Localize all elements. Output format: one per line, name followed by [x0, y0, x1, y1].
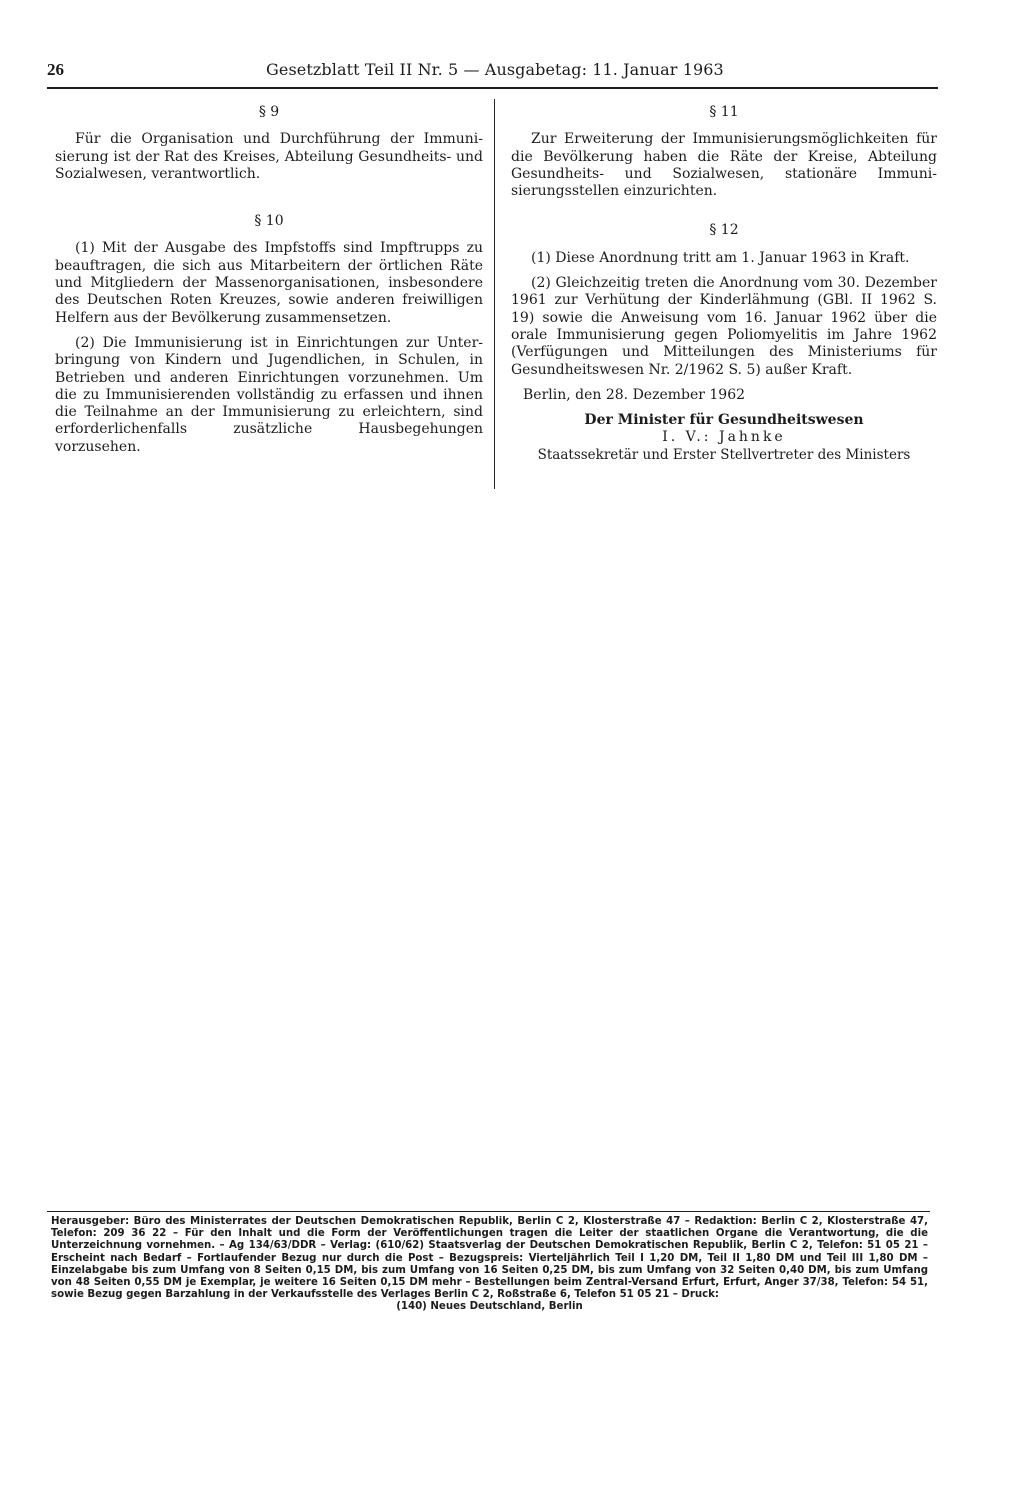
section-heading: § 12 [709, 222, 739, 239]
right-column [511, 104, 937, 464]
section-heading: § 9 [258, 104, 280, 120]
section-heading: § 11 [709, 104, 739, 120]
section-paragraph: Zur Erweiterung der Immunisierungsmöglichkeiten für die Bevölkerung haben die Räte der Kreise, Abteilung Gesundheits- und Sozialwesen, stationäre Immunisierungsstellen einzurichten. [511, 131, 937, 200]
signatory-role: Staatssekretär und Erster Stellvertreter des Ministers [537, 446, 911, 463]
section-heading: § 10 [254, 213, 284, 230]
section-paragraph: (2) Gleichzeitig treten die Anordnung vom 30. Dezember 1961 zur Verhütung der Kinderlähmung (GBl. II 1962 S. 19) sowie die Anweisung vom 16. Januar 1962 über die orale Immunisierung gegen Poliomyelitis im Jahre 1962 (Verfügungen und Mitteilungen des Ministeriums für Gesundheitswesen Nr. 2/1962 S. 5) außer Kraft. [511, 275, 937, 378]
running-head: Gesetzblatt Teil II Nr. 5 — Ausgabetag: 11. Januar 1963 [266, 60, 724, 79]
place-date: Berlin, den 28. Dezember 1962 [523, 386, 746, 403]
section-12 [511, 222, 937, 378]
header-rule [47, 87, 938, 89]
section-11 [511, 104, 937, 200]
section-paragraph: (1) Diese Anordnung tritt am 1. Januar 1963 in Kraft. [531, 249, 910, 266]
page-number: 26 [47, 60, 64, 79]
section-paragraph: Für die Organisation und Durchführung der Immunisierung ist der Rat des Kreises, Abteilung Gesundheits- und Sozialwesen, verantwortlich. [55, 131, 483, 182]
section-paragraph: (2) Die Immunisierung ist in Einrichtungen zur Unterbringung von Kindern und Jugendlichen, in Schulen, in Betrieben und anderen Einrichtungen vorzunehmen. Um die zu Immunisierenden vollständig zu erfassen und ihnen die Teilnahme an der Immunisierung zu erleichtern, sind erforderlichenfalls zusätzliche Hausbegehungen vorzusehen. [55, 334, 483, 455]
minister-title: Der Minister für Gesundheitswesen [584, 412, 864, 429]
signature-block [511, 412, 937, 464]
imprint-rule [47, 1211, 930, 1212]
signatory-name: I. V.: Jahnke [662, 429, 786, 446]
section-9 [55, 104, 483, 183]
imprint-printer: (140) Neues Deutschland, Berlin [396, 1301, 583, 1313]
imprint [51, 1216, 928, 1314]
section-10 [55, 213, 483, 456]
page-header [47, 60, 937, 86]
section-paragraph: (1) Mit der Ausgabe des Impfstoffs sind Impftrupps zu beauftragen, die sich aus Mitarbeitern der örtlichen Räte und Mitgliedern der Massenorganisationen, insbesondere des Deutschen Roten Kreuzes, sowie anderen freiwilligen Helfern aus der Bevölkerung zusammensetzen. [55, 240, 483, 326]
column-divider [494, 99, 495, 489]
imprint-text: Herausgeber: Büro des Ministerrates der Deutschen Demokratischen Republik, Berlin C 2, Klosterstraße 47 – Redaktion: Berlin C 2, Klosterstraße 47, Telefon: 209 36 22 – Für den Inhalt und die Form der Veröffentlichungen tragen die Leiter der staatlichen Organe die Verantwortung, die die Unterzeichnung vornehmen. – Ag 134/63/DDR – Verlag: (610/62) Staatsverlag der Deutschen Demokratischen Republik, Berlin C 2, Telefon: 51 05 21 – Erscheint nach Bedarf – Fortlaufender Bezug nur durch die Post – Bezugspreis: Vierteljährlich Teil I 1,20 DM, Teil II 1,80 DM und Teil III 1,80 DM – Einzelabgabe bis zum Umfang von 8 Seiten 0,15 DM, bis zum Umfang von 16 Seiten 0,25 DM, bis zum Umfang von 32 Seiten 0,40 DM, bis zum Umfang von 48 Seiten 0,55 DM je Exemplar, je weitere 16 Seiten 0,15 DM mehr – Bestellungen beim Zentral-Versand Erfurt, Erfurt, Anger 37/38, Telefon: 54 51, sowie Bezug gegen Barzahlung in der Verkaufsstelle des Verlages Berlin C 2, Roßstraße 6, Telefon 51 05 21 – Druck: [51, 1216, 928, 1301]
left-column [55, 104, 483, 464]
